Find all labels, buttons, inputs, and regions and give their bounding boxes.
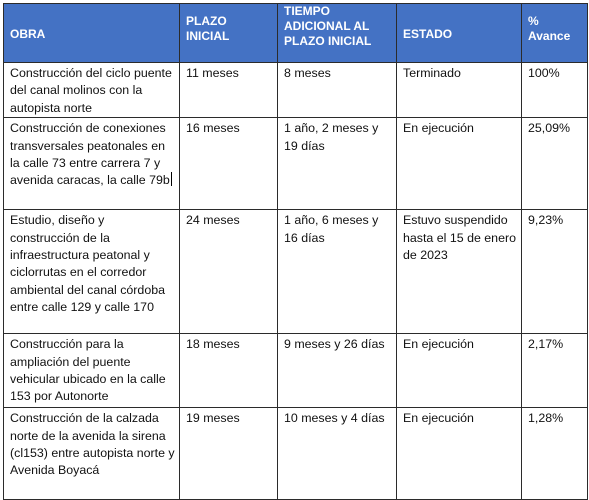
cell-plazo-inicial: 11 meses — [180, 63, 278, 118]
table-row — [4, 118, 588, 210]
cell-avance: 100% — [522, 63, 588, 118]
cell-obra: Construcción de la calzada norte de la avenida la sirena (cl153) entre autopista norte y Avenida Boyacá — [4, 408, 180, 500]
obras-table — [3, 3, 588, 500]
obras-table-container — [3, 3, 587, 500]
cell-obra-text: Construcción de conexiones transversales peatonales en la calle 73 entre carrera 7 y avenida caracas, la calle 79b — [10, 121, 170, 188]
text-cursor — [171, 172, 172, 186]
header-obra: OBRA — [4, 4, 180, 63]
table-row — [4, 334, 588, 408]
table-row — [4, 408, 588, 500]
cell-obra: Estudio, diseño y construcción de la infraestructura peatonal y ciclorrutas en el corredor ambiental del canal córdoba entre calle 129 y calle 170 — [4, 210, 180, 334]
cell-tiempo-adicional: 9 meses y 26 días — [278, 334, 397, 408]
cell-obra: Construcción para la ampliación del puente vehicular ubicado en la calle 153 por Autonorte — [4, 334, 180, 408]
cell-plazo-inicial: 24 meses — [180, 210, 278, 334]
header-avance: % Avance — [522, 4, 588, 63]
header-estado: ESTADO — [397, 4, 522, 63]
cell-plazo-inicial: 19 meses — [180, 408, 278, 500]
cell-estado: Estuvo suspendido hasta el 15 de enero de 2023 — [397, 210, 522, 334]
cell-estado: En ejecución — [397, 334, 522, 408]
table-row — [4, 210, 588, 334]
cell-obra — [4, 118, 180, 210]
cell-obra: Construcción del ciclo puente del canal molinos con la autopista norte — [4, 63, 180, 118]
cell-avance: 2,17% — [522, 334, 588, 408]
cell-avance: 9,23% — [522, 210, 588, 334]
cell-tiempo-adicional: 8 meses — [278, 63, 397, 118]
header-plazo-inicial: PLAZO INICIAL — [180, 4, 278, 63]
cell-tiempo-adicional: 1 año, 6 meses y 16 días — [278, 210, 397, 334]
cell-tiempo-adicional: 10 meses y 4 días — [278, 408, 397, 500]
table-header-row — [4, 4, 588, 63]
cell-plazo-inicial: 16 meses — [180, 118, 278, 210]
header-tiempo-adicional: TIEMPO ADICIONAL AL PLAZO INICIAL — [278, 4, 397, 63]
cell-tiempo-adicional: 1 año, 2 meses y 19 días — [278, 118, 397, 210]
cell-plazo-inicial: 18 meses — [180, 334, 278, 408]
cell-estado: Terminado — [397, 63, 522, 118]
table-row — [4, 63, 588, 118]
cell-avance: 1,28% — [522, 408, 588, 500]
cell-estado: En ejecución — [397, 118, 522, 210]
cell-estado: En ejecución — [397, 408, 522, 500]
cell-avance: 25,09% — [522, 118, 588, 210]
